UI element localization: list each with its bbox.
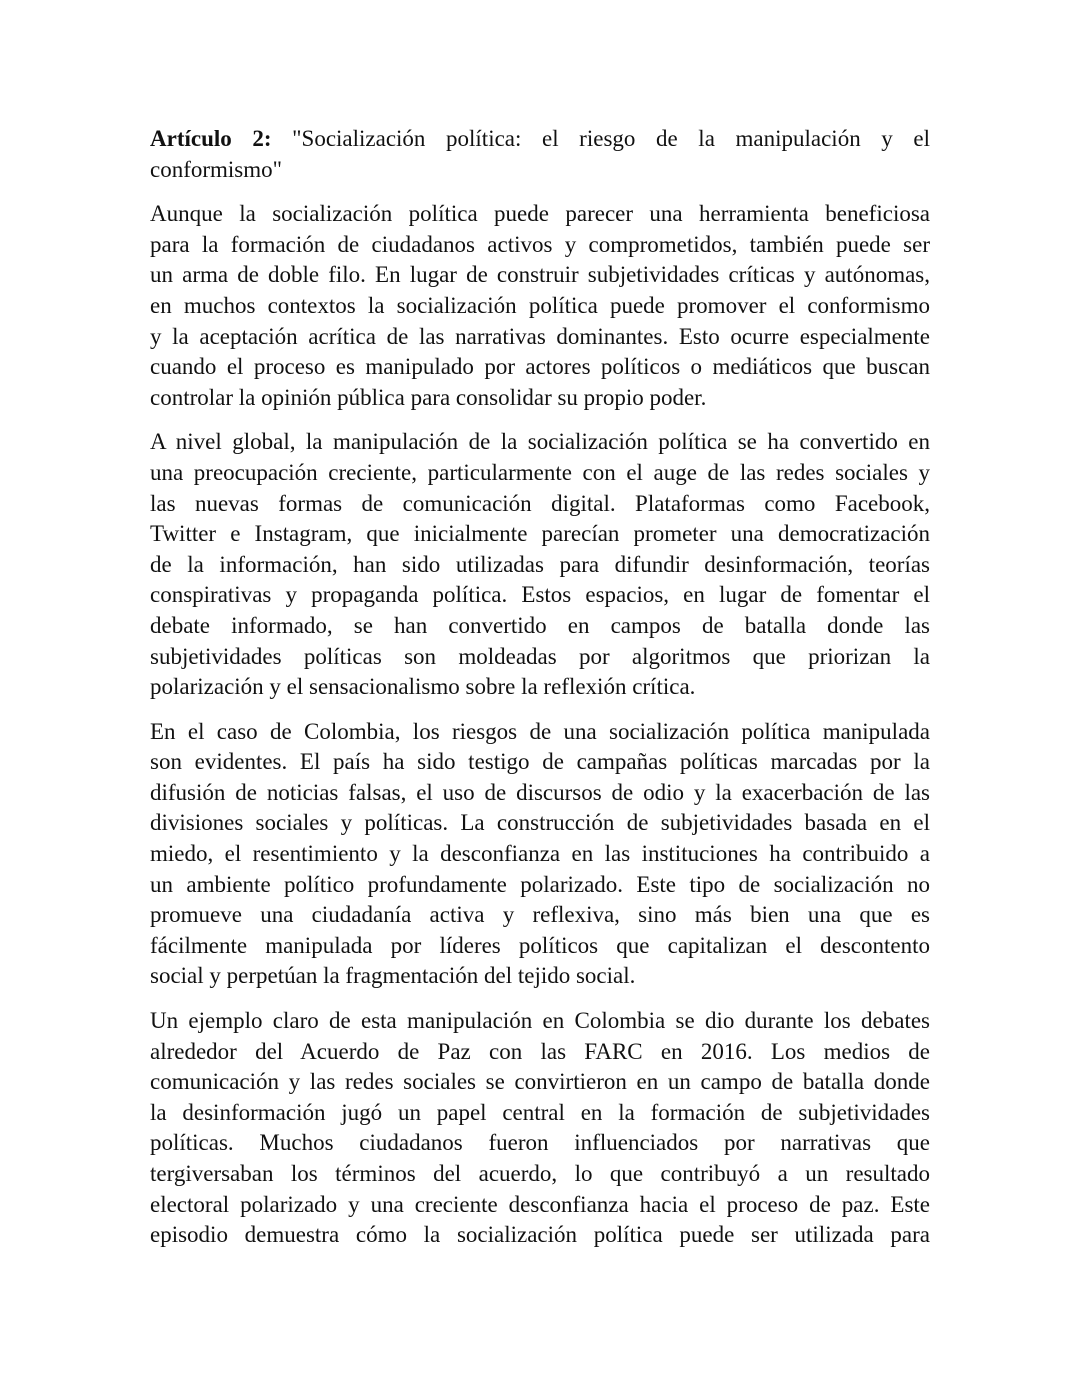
- article-label: Artículo 2:: [150, 126, 272, 151]
- heading-line-2: conformismo": [150, 156, 283, 182]
- text-line: una preocupación creciente, particularmente con el auge de las redes sociales y: [150, 459, 930, 485]
- text-line: la desinformación jugó un papel central en la formación de subjetividades: [150, 1099, 930, 1125]
- text-line: promueve una ciudadanía activa y reflexiva, sino más bien una que es: [150, 902, 930, 928]
- paragraph-1: [150, 199, 930, 413]
- text-line: miedo, el resentimiento y la desconfianza en las instituciones ha contribuido a: [150, 841, 930, 867]
- text-line: son evidentes. El país ha sido testigo de campañas políticas marcadas por la: [150, 749, 930, 775]
- text-line: episodio demuestra cómo la socialización política puede ser utilizada para: [150, 1222, 930, 1248]
- article-heading: [150, 124, 930, 185]
- paragraph-4: [150, 1006, 930, 1251]
- text-line: subjetividades políticas son moldeadas por algoritmos que priorizan la: [150, 643, 930, 669]
- text-line: cuando el proceso es manipulado por actores políticos o mediáticos que buscan: [150, 354, 930, 380]
- text-line: un arma de doble filo. En lugar de construir subjetividades críticas y autónomas,: [150, 262, 930, 288]
- text-line: para la formación de ciudadanos activos y comprometidos, también puede ser: [150, 231, 930, 257]
- text-line: y la aceptación acrítica de las narrativas dominantes. Esto ocurre especialmente: [150, 323, 930, 349]
- text-line: comunicación y las redes sociales se convirtieron en un campo de batalla donde: [150, 1069, 930, 1095]
- text-line: las nuevas formas de comunicación digital. Plataformas como Facebook,: [150, 490, 930, 516]
- text-line: social y perpetúan la fragmentación del tejido social.: [150, 963, 636, 989]
- text-line: un ambiente político profundamente polarizado. Este tipo de socialización no: [150, 871, 930, 897]
- text-line: A nivel global, la manipulación de la socialización política se ha convertido en: [150, 429, 930, 455]
- text-line: debate informado, se han convertido en campos de batalla donde las: [150, 612, 930, 638]
- text-line: en muchos contextos la socialización política puede promover el conformismo: [150, 292, 930, 318]
- text-line: controlar la opinión pública para consolidar su propio poder.: [150, 384, 707, 410]
- paragraph-3: [150, 717, 930, 992]
- text-line: fácilmente manipulada por líderes políticos que capitalizan el descontento: [150, 932, 930, 958]
- text-line: políticas. Muchos ciudadanos fueron influenciados por narrativas que: [150, 1130, 930, 1156]
- text-line: alrededor del Acuerdo de Paz con las FARC en 2016. Los medios de: [150, 1038, 930, 1064]
- document-page: [150, 124, 930, 1265]
- text-line: Un ejemplo claro de esta manipulación en Colombia se dio durante los debates: [150, 1008, 930, 1034]
- text-line: conspirativas y propaganda política. Estos espacios, en lugar de fomentar el: [150, 582, 930, 608]
- text-line: difusión de noticias falsas, el uso de discursos de odio y la exacerbación de las: [150, 779, 930, 805]
- text-line: divisiones sociales y políticas. La construcción de subjetividades basada en el: [150, 810, 930, 836]
- text-line: polarización y el sensacionalismo sobre la reflexión crítica.: [150, 674, 696, 700]
- heading-line-1: [150, 124, 930, 155]
- text-line: Aunque la socialización política puede parecer una herramienta beneficiosa: [150, 201, 930, 227]
- text-line: Twitter e Instagram, que inicialmente parecían prometer una democratización: [150, 521, 930, 547]
- paragraph-2: [150, 427, 930, 702]
- text-line: En el caso de Colombia, los riesgos de una socialización política manipulada: [150, 718, 930, 744]
- text-line: de la información, han sido utilizadas para difundir desinformación, teorías: [150, 551, 930, 577]
- text-line: tergiversaban los términos del acuerdo, lo que contribuyó a un resultado: [150, 1161, 930, 1186]
- article-title-part-1: "Socialización política: el riesgo de la manipulación y el: [271, 126, 930, 151]
- text-line: electoral polarizado y una creciente desconfianza hacia el proceso de paz. Este: [150, 1191, 930, 1217]
